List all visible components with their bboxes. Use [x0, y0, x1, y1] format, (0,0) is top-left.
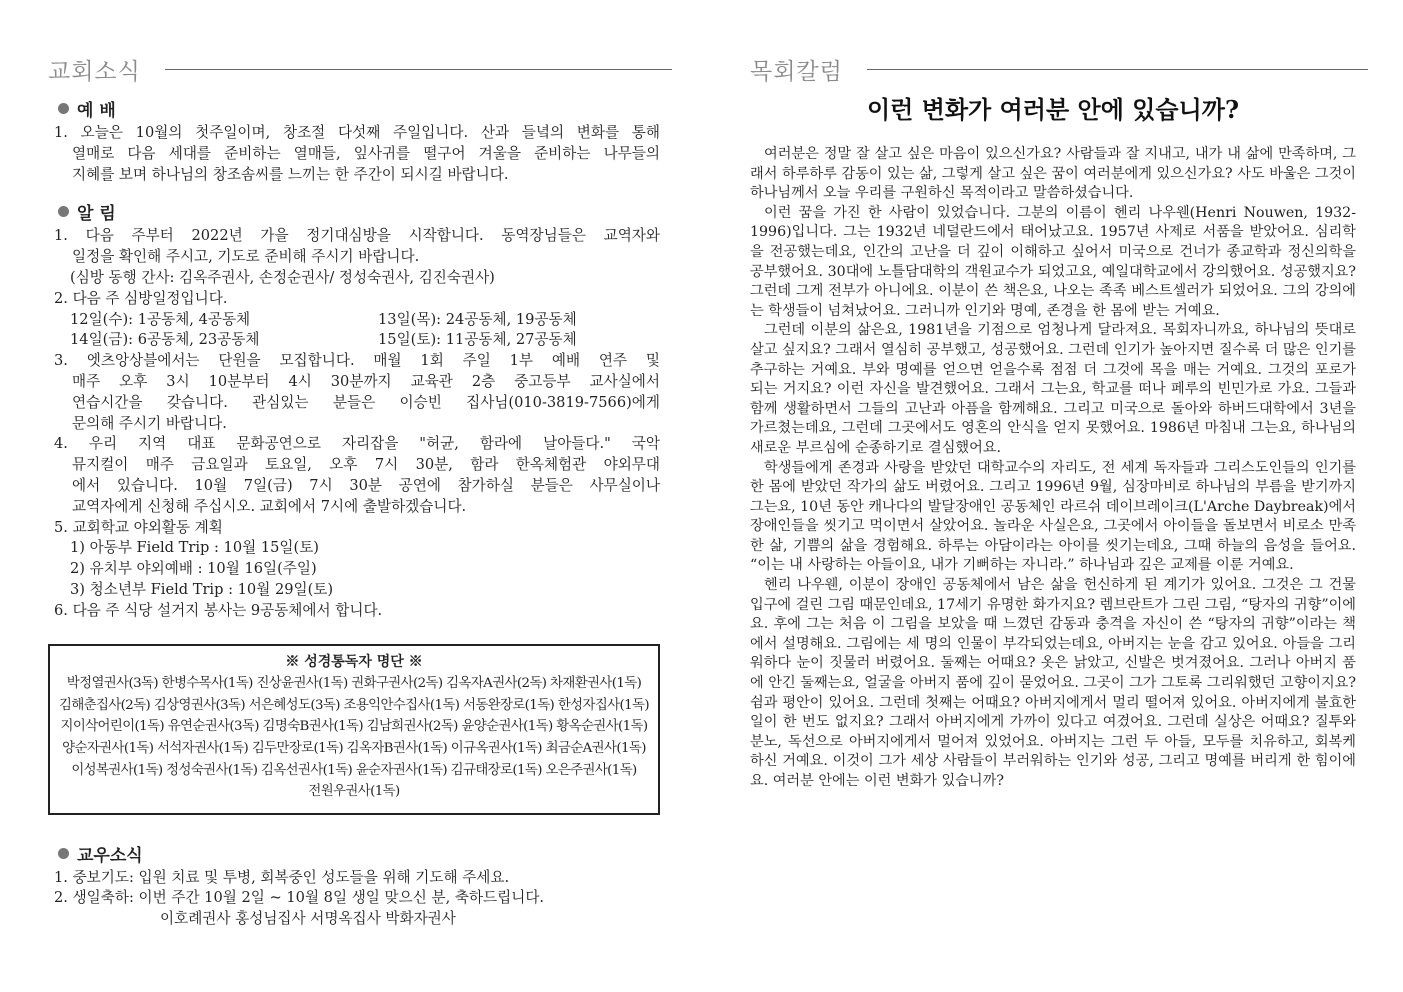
bible-reader-line: 양순자권사(1독) 서석자권사(1독) 김두만장로(1독) 김옥자B권사(1독) 이규옥권사(1독) 최금순A권사(1독): [62, 740, 646, 756]
members-line: 2. 생일축하: 이번 주간 10월 2일 ~ 10월 8일 생일 맞으신 분, 축하드립니다.: [54, 889, 545, 907]
church-news-column: [48, 52, 660, 930]
column-title: 이런 변화가 여러분 안에 있습니까?: [866, 95, 1240, 124]
bullet-icon: [58, 103, 69, 114]
worship-line: 열매로 다음 세대를 준비하는 열매들, 잎사귀를 떨구어 겨울을 준비하는 나무들의: [72, 144, 660, 162]
section-header: [750, 52, 1356, 86]
bible-reader-line: 전원우권사(1독): [308, 784, 400, 800]
bible-reader-line: 이성복권사(1독) 정성숙권사(1독) 김옥선권사(1독) 윤순자권사(1독) 김규태장로(1독) 오은주권사(1독): [71, 762, 637, 778]
schedule-row: 12일(수): 1공동체, 4공동체 13일(목): 24공동체, 19공동체: [70, 310, 577, 328]
notice-line: 일정을 확인해 주시고, 기도로 준비해 주시기 바랍니다.: [72, 248, 420, 266]
members-heading: 교우소식: [58, 841, 660, 866]
section-title: 교회소식: [48, 58, 141, 85]
birthday-names: 이호례권사 홍성님집사 서명옥집사 박화자권사: [160, 910, 456, 928]
notice-line: 4. 우리 지역 대표 문화공연으로 자리잡을 "허균, 함라에 날아들다." 국악: [54, 435, 660, 453]
section-title: 목회칼럼: [750, 58, 843, 85]
notice-line: 2. 다음 주 심방일정입니다.: [54, 289, 228, 307]
section-rule: [867, 69, 1368, 70]
section-rule: [165, 69, 672, 70]
notices-heading: 알 림: [58, 199, 660, 224]
notice-line: 문의해 주시기 바랍니다.: [72, 414, 227, 432]
column-paragraph: 이런 꿈을 가진 한 사람이 있었습니다. 그분의 이름이 헨리 나우웬(Henri Nouwen, 1932-1996)입니다. 그는 1932년 네덜란드에서 태어났고요. 1957년 사제로 서품을 받았어요. 심리학을 전공했는데요, 인간의 고난을 더 깊이 이해하고 싶어서 미국으로 건너가 종교학과 정신의학을 공부했어요. 30대에 노틀담대학의 객원교수가 되었고요, 예일대학교에서 강의했어요. 성공했지요? 그런데 그게 전부가 아니에요. 이분이 쓴 책은요, 나오는 족족 베스트셀러가 되었어요. 그의 강의에는 학생들이 넘쳐났어요. 그러니까 인기와 명예, 존경을 한 몸에 받는 거예요.: [750, 204, 1356, 319]
notice-line: 매주 오후 3시 10분부터 4시 30분까지 교육관 2층 중고등부 교사실에서: [72, 372, 660, 390]
notice-line: 6. 다음 주 식당 설거지 봉사는 9공동체에서 합니다.: [54, 601, 383, 619]
members-body: [48, 868, 660, 930]
column-paragraph: 헨리 나우웬, 이분이 장애인 공동체에서 남은 삶을 헌신하게 된 계기가 있어요. 그것은 그 건물 입구에 걸린 그림 때문인데요, 17세기 유명한 화가지요? 렘브란트가 그린 그림, “탕자의 귀향”이에요. 후에 그는 처음 이 그림을 보았을 때 느꼈던 감동과 충격을 자신이 쓴 “탕자의 귀향”이라는 책에서 설명해요. 그림에는 세 명의 인물이 부각되었는데요, 아버지는 눈을 감고 있어요. 아들을 그리워하다 눈이 짓물러 버렸어요. 둘째는 어때요? 옷은 낡았고, 신발은 벗겨졌어요. 그러나 아버지 품에 안긴 둘째는요, 얼굴을 아버지 품에 깊이 묻었어요. 그곳이 그가 그토록 그리워했던 고향이지요? 쉼과 평안이 있어요. 그런데 첫째는 어때요? 아버지에게서 멀리 떨어져 있어요. 아버지에게 불효한 일이 한 번도 없지요? 그래서 아버지에게 가까이 있다고 여겼어요. 그런데 실상은 어때요? 질투와 분노, 독선으로 아버지에게서 멀어져 있었어요. 아버지는 그런 두 아들, 모두를 치유하고, 회복케 하신 거예요. 이것이 그가 세상 사람들이 부러워하는 인기와 성공, 그리고 명예를 버리게 한 힘이에요. 여러분 안에는 이런 변화가 있습니까?: [750, 577, 1356, 789]
schedule-row: 14일(금): 6공동체, 23공동체 15일(토): 11공동체, 27공동체: [70, 331, 577, 349]
trip-line: 1) 아동부 Field Trip : 10월 15일(토): [70, 539, 320, 557]
notice-line: 에서 있습니다. 10월 7일(금) 7시 30분 공연에 참가하실 분들은 사무실이나: [72, 476, 660, 494]
worship-line: 1. 오늘은 10월의 첫주일이며, 창조절 다섯째 주일입니다. 산과 들녘의 변화를 통해: [54, 124, 660, 141]
notice-line: (심방 동행 간사: 김옥주권사, 손정순권사/ 정성숙권사, 김진숙권사): [70, 268, 495, 286]
notice-line: 뮤지컬이 매주 금요일과 토요일, 오후 7시 30분, 함라 한옥체험관 야외무대: [72, 456, 660, 474]
bullet-icon: [58, 206, 69, 217]
bible-reader-line: 박정열권사(3독) 한병수목사(1독) 진상윤권사(1독) 권화구권사(2독) 김옥자A권사(2독) 차재환권사(1독): [66, 676, 642, 692]
notice-line: 3. 엣츠앙상블에서는 단원을 모집합니다. 매월 1회 주일 1부 예배 연주 및: [54, 352, 660, 370]
column-paragraph: 그런데 이분의 삶은요, 1981년을 기점으로 엄청나게 달라져요. 목회자니까요, 하나님의 뜻대로 살고 싶지요? 그래서 열심히 공부했고, 성공했어요. 그런데 인기가 높아지면 질수록 더 많은 인기를 추구하는 거예요. 부와 명예를 얻으면 얻을수록 점점 더 그것에 목을 매는 거예요. 그것의 포로가 되는 거지요? 이런 자신을 발견했어요. 그래서 그는요, 학교를 떠나 페루의 빈민가로 가요. 그들과 함께 생활하면서 그들의 고난과 아픔을 함께해요. 그리고 미국으로 돌아와 하버드대학에서 3년을 가르쳤는데요, 그런데 그곳에서도 영혼의 안식을 얻지 못했어요. 1986년 마침내 그는요, 하나님의 새로운 부르심에 순종하기로 결심했어요.: [750, 322, 1356, 456]
section-header: [48, 52, 660, 86]
pastor-column: [750, 52, 1356, 792]
notice-line: 연습시간을 갖습니다. 관심있는 분들은 이승빈 집사님(010-3819-7566)에게: [72, 393, 660, 411]
bullet-icon: [58, 848, 69, 859]
worship-body: [48, 123, 660, 185]
worship-heading: 예 배: [58, 96, 660, 121]
worship-line: 지혜를 보며 하나님의 창조솜씨를 느끼는 한 주간이 되시길 바랍니다.: [72, 165, 509, 183]
bible-box-title: ※ 성경통독자 명단 ※: [285, 653, 423, 670]
bible-reader-line: 지이삭어린이(1독) 유연순권사(3독) 김명숙B권사(1독) 김남희권사(2독) 윤양순권사(1독) 황옥순권사(1독): [60, 719, 648, 735]
trip-line: 2) 유치부 야외예배 : 10월 16일(주일): [70, 560, 317, 578]
column-paragraph: 여러분은 정말 잘 살고 싶은 마음이 있으신가요? 사람들과 잘 지내고, 내가 내 삶에 만족하며, 그래서 하루하루 감동이 있는 삶, 그렇게 살고 싶은 꿈이 여러분에게 있으신가요? 사도 바울은 그것이 하나님께서 오늘 우리를 구원하신 목적이라고 말씀하셨습니다.: [750, 146, 1356, 202]
trip-line: 3) 청소년부 Field Trip : 10월 29일(토): [70, 580, 334, 598]
notices-body: [48, 226, 660, 621]
notice-line: 1. 다음 주부터 2022년 가을 정기대심방을 시작합니다. 동역장님들은 교역자와: [54, 227, 660, 245]
bible-reader-box: [48, 644, 660, 815]
members-line: 1. 중보기도: 입원 치료 및 투병, 회복중인 성도들을 위해 기도해 주세요.: [54, 868, 510, 886]
bible-reader-line: 김해춘집사(2독) 김상영권사(3독) 서은혜성도(3독) 조용익안수집사(1독) 서동완장로(1독) 한성자집사(1독): [58, 697, 650, 713]
notice-line: 5. 교회학교 야외활동 계획: [54, 518, 223, 536]
column-paragraph: 학생들에게 존경과 사랑을 받았던 대학교수의 자리도, 전 세계 독자들과 그리스도인들의 인기를 한 몸에 받았던 작가의 삶도 버렸어요. 그리고 1996년 9월, 심장마비로 하나님의 부름을 받기까지 그는요, 10년 동안 캐나다의 발달장애인 공동체인 라르쉬 데이브레이크(L'Arche Daybreak)에서 장애인들을 씻기고 먹이면서 살았어요. 놀라운 사실은요, 그곳에서 아이들을 돌보면서 비로소 만족한 삶, 기쁨의 삶을 경험해요. 하루는 아담이라는 아이를 씻기는데요, 그때 하늘의 음성을 들어요. “이는 내 사랑하는 아들이요, 내가 기뻐하는 자니라.” 하나님과 깊은 교제를 이룬 거예요.: [750, 459, 1356, 574]
notice-line: 교역자에게 신청해 주십시오. 교회에서 7시에 출발하겠습니다.: [72, 497, 467, 515]
